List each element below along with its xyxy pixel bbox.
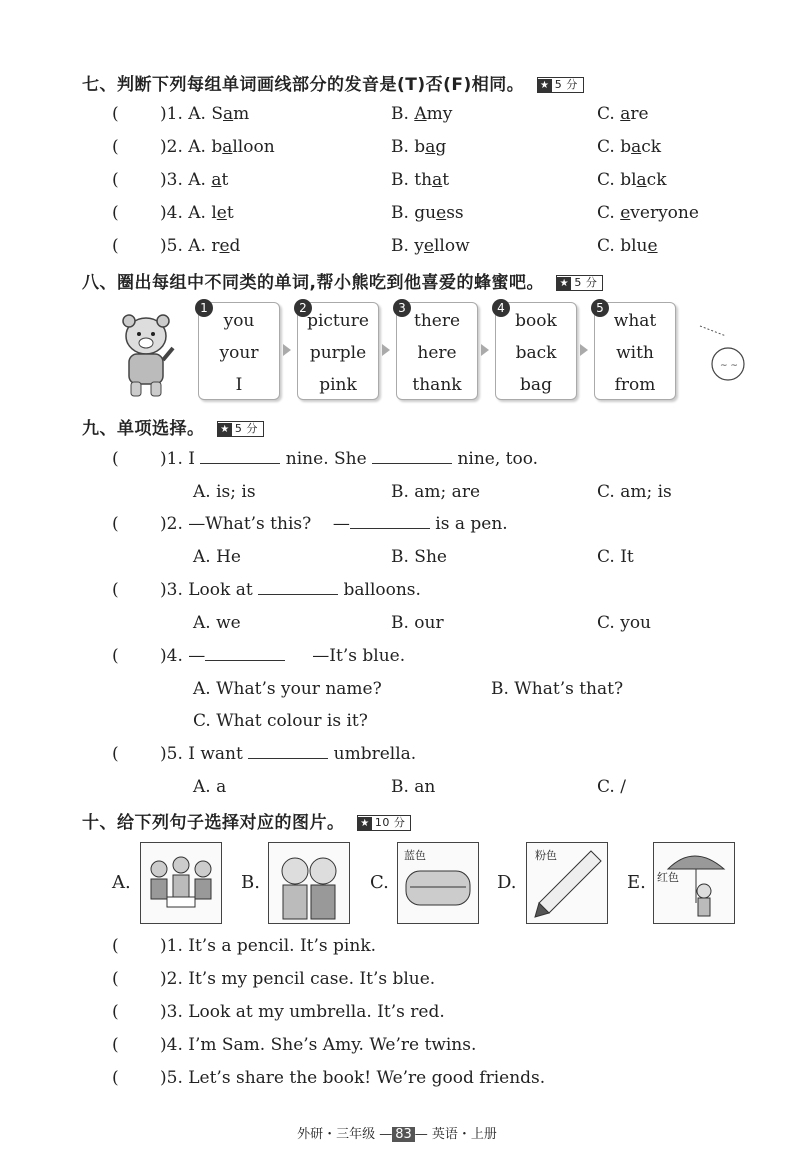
question-1: )1. I nine. She nine, too. (160, 449, 539, 469)
word[interactable]: what (613, 311, 657, 331)
score-badge: ★ 10 分 (357, 815, 412, 831)
picture-a-children-reading (140, 842, 222, 924)
star-icon: ★ (557, 277, 571, 291)
answer-paren[interactable]: ( (112, 449, 119, 469)
option-b: B. our (391, 613, 444, 633)
option-c: C. What colour is it? (193, 711, 368, 731)
underlined-letters: a (620, 104, 631, 124)
word[interactable]: I (235, 375, 243, 395)
option-b: B. yellow (391, 236, 470, 256)
arrow-right-icon (283, 344, 291, 356)
option-a: A. we (193, 613, 241, 633)
word[interactable]: you (223, 311, 255, 331)
word[interactable]: from (614, 375, 656, 395)
answer-paren[interactable]: ( (112, 969, 119, 989)
answer-paren[interactable]: ( (112, 170, 119, 190)
question-4: )4. — —It’s blue. (160, 646, 406, 666)
underlined-letters: A (414, 104, 427, 124)
word[interactable]: book (515, 311, 557, 331)
word-card (198, 302, 280, 400)
underlined-letters: e (219, 236, 230, 256)
card-number: 3 (393, 299, 411, 317)
question-5: )5. I want umbrella. (160, 744, 417, 764)
section-7-heading (82, 70, 584, 95)
phonics-item: )4. A. let (160, 203, 234, 223)
word[interactable]: with (616, 343, 654, 363)
page-footer: 外研・三年级 — 83 — 英语・上册 (297, 1127, 497, 1142)
star-icon: ★ (218, 423, 232, 437)
picture-b-twins (268, 842, 350, 924)
option-c: C. back (597, 137, 662, 157)
score-badge: ★ 5 分 (537, 77, 584, 93)
answer-blank[interactable] (372, 449, 452, 464)
option-c: C. black (597, 170, 667, 190)
card-number: 2 (294, 299, 312, 317)
question-2: )2. —What’s this? — is a pen. (160, 514, 508, 534)
answer-blank[interactable] (258, 580, 338, 595)
phonics-item: )3. A. at (160, 170, 229, 190)
option-c: C. everyone (597, 203, 699, 223)
sentence-item: )1. It’s a pencil. It’s pink. (160, 936, 377, 956)
star-icon: ★ (538, 79, 552, 93)
phonics-item: )2. A. balloon (160, 137, 275, 157)
picture-label-d: D. (497, 872, 517, 893)
arrow-right-icon (580, 344, 588, 356)
answer-paren[interactable]: ( (112, 104, 119, 124)
picture-d-pencil: 粉色 (526, 842, 608, 924)
section-8-title: 八、圈出每组中不同类的单词,帮小熊吃到他喜爱的蜂蜜吧。 (82, 273, 544, 293)
word[interactable]: pink (319, 375, 357, 395)
option-c: C. blue (597, 236, 658, 256)
underlined-letters: e (436, 203, 447, 223)
answer-paren[interactable]: ( (112, 646, 119, 666)
option-c: C. am; is (597, 482, 672, 502)
phonics-item: )1. A. Sam (160, 104, 250, 124)
arrow-right-icon (481, 344, 489, 356)
option-b: B. am; are (391, 482, 481, 502)
picture-label-c: C. (370, 872, 389, 893)
answer-blank[interactable] (200, 449, 280, 464)
sentence-item: )5. Let’s share the book! We’re good friends. (160, 1068, 546, 1088)
option-b: B. guess (391, 203, 464, 223)
sentence-item: )2. It’s my pencil case. It’s blue. (160, 969, 436, 989)
word[interactable]: purple (309, 343, 367, 363)
word-card (297, 302, 379, 400)
score-badge: ★ 5 分 (556, 275, 603, 291)
section-8-heading (82, 268, 603, 293)
underlined-letters: a (222, 137, 233, 157)
answer-paren[interactable]: ( (112, 203, 119, 223)
answer-paren[interactable]: ( (112, 580, 119, 600)
section-9-heading (82, 414, 264, 439)
option-b: B. What’s that? (491, 679, 624, 699)
word[interactable]: there (413, 311, 461, 331)
answer-paren[interactable]: ( (112, 236, 119, 256)
answer-paren[interactable]: ( (112, 1068, 119, 1088)
answer-blank[interactable] (205, 646, 285, 661)
word[interactable]: here (417, 343, 457, 363)
answer-blank[interactable] (248, 744, 328, 759)
question-3: )3. Look at balloons. (160, 580, 421, 600)
answer-paren[interactable]: ( (112, 514, 119, 534)
word-card (594, 302, 676, 400)
answer-paren[interactable]: ( (112, 1035, 119, 1055)
word[interactable]: picture (307, 311, 369, 331)
word[interactable]: thank (412, 375, 462, 395)
option-a: A. He (193, 547, 241, 567)
answer-blank[interactable] (350, 514, 430, 529)
honey-pot-icon (698, 322, 750, 384)
section-7-title: 七、判断下列每组单词画线部分的发音是(T)否(F)相同。 (82, 75, 525, 95)
option-b: B. bag (391, 137, 447, 157)
bear-icon (115, 308, 177, 400)
section-10-heading (82, 808, 411, 833)
card-number: 4 (492, 299, 510, 317)
answer-paren[interactable]: ( (112, 137, 119, 157)
card-number: 1 (195, 299, 213, 317)
option-a: A. What’s your name? (193, 679, 382, 699)
option-a: A. a (193, 777, 227, 797)
option-b: B. an (391, 777, 436, 797)
option-c: C. are (597, 104, 649, 124)
underlined-letters: a (631, 137, 642, 157)
underlined-letters: e (423, 236, 434, 256)
option-c: C. / (597, 777, 626, 797)
answer-paren[interactable]: ( (112, 936, 119, 956)
option-b: B. She (391, 547, 447, 567)
picture-label-a: A. (112, 872, 131, 893)
option-a: A. is; is (193, 482, 256, 502)
underlined-letters: e (620, 203, 631, 223)
option-b: B. Amy (391, 104, 453, 124)
word[interactable]: your (219, 343, 259, 363)
arrow-right-icon (382, 344, 390, 356)
answer-paren[interactable]: ( (112, 1002, 119, 1022)
answer-paren[interactable]: ( (112, 744, 119, 764)
children-icon (141, 843, 221, 923)
underlined-letters: a (425, 137, 436, 157)
card-number: 5 (591, 299, 609, 317)
underlined-letters: a (432, 170, 443, 190)
underlined-letters: e (216, 203, 227, 223)
word-card (495, 302, 577, 400)
picture-e-umbrella: 红色 (653, 842, 735, 924)
underlined-letters: a (636, 170, 647, 190)
sentence-item: )3. Look at my umbrella. It’s red. (160, 1002, 445, 1022)
word[interactable]: back (515, 343, 557, 363)
underlined-letters: e (647, 236, 658, 256)
picture-c-pencil-case: 蓝色 (397, 842, 479, 924)
page-number: 83 (392, 1127, 415, 1142)
sentence-item: )4. I’m Sam. She’s Amy. We’re twins. (160, 1035, 477, 1055)
word-card (396, 302, 478, 400)
star-icon: ★ (358, 817, 372, 831)
picture-label-e: E. (627, 872, 646, 893)
section-10-title: 十、给下列句子选择对应的图片。 (82, 813, 345, 833)
phonics-item: )5. A. red (160, 236, 241, 256)
underlined-letters: a (223, 104, 234, 124)
underlined-letters: a (211, 170, 222, 190)
twins-icon (269, 843, 349, 923)
section-9-title: 九、单项选择。 (82, 419, 205, 439)
picture-label-b: B. (241, 872, 260, 893)
score-badge: ★ 5 分 (217, 421, 264, 437)
option-b: B. that (391, 170, 450, 190)
word[interactable]: bag (520, 375, 552, 395)
option-c: C. It (597, 547, 634, 567)
svg-text:~ ~: ~ ~ (720, 361, 738, 371)
option-c: C. you (597, 613, 651, 633)
